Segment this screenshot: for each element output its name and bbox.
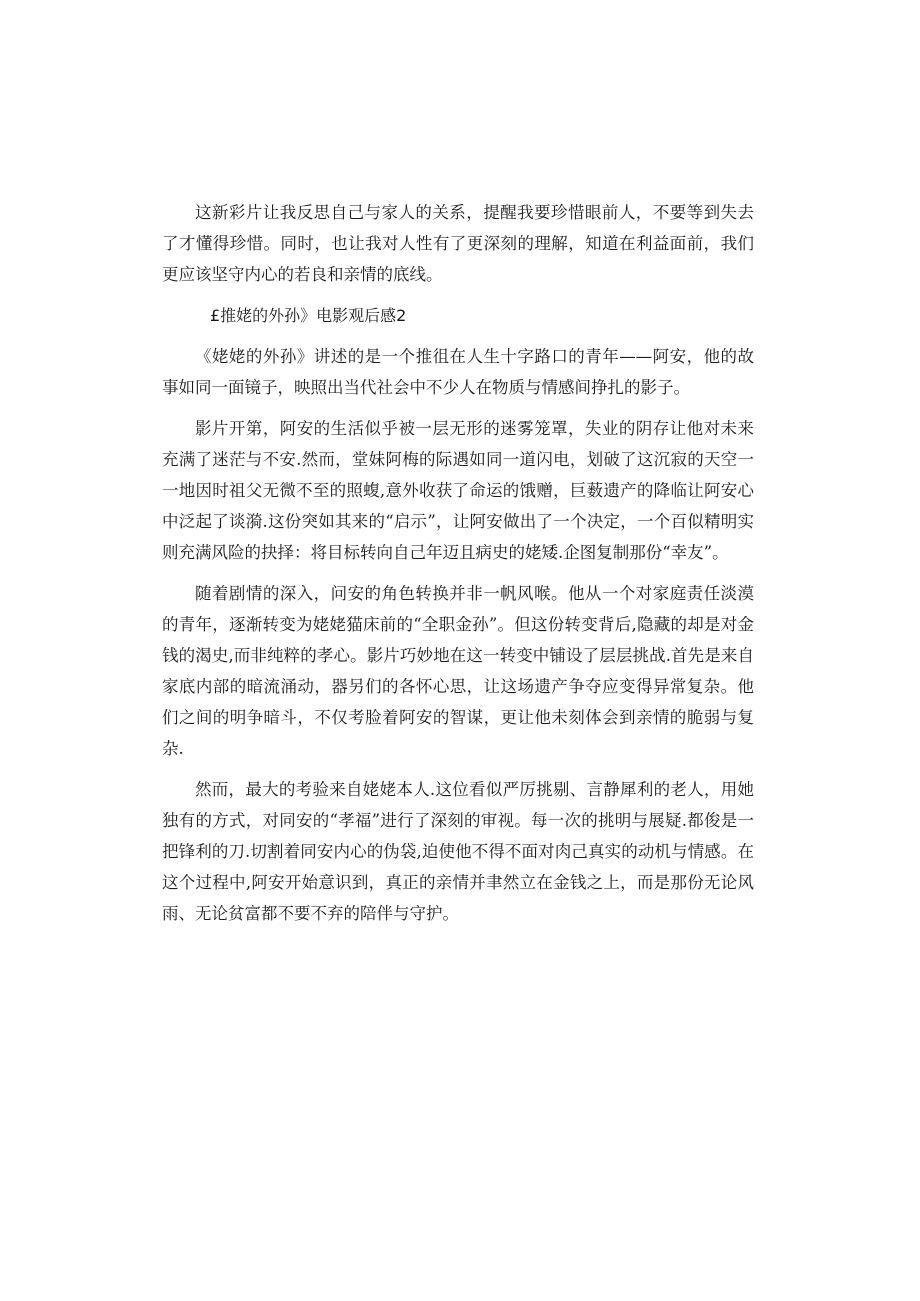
paragraph-2: 影片开第，阿安的生活似乎被一层无形的迷雾笼罩，失业的阴存让他对未来充满了迷茫与不安.然而，堂妹阿梅的际遇如同一道闪电，划破了这沉寂的天空一一地因时祖父无微不至的照蝮,意外收获了命运的饿赠，巨薮遗产的降临让阿安心中泛起了谈漪.这份突如其来的“启示”，让阿安做出了一个决定，一个百似精明实则充满风险的抉择：将目标转向自己年迈且病史的姥矮.企图复制那份“幸友”。 xyxy=(162,419,754,562)
paragraph-3: 随着剧情的深入，问安的角色转换并非一帆风喉。他从一个对家庭责任淡漠的青年，逐渐转变为姥姥猫床前的“全职金孙”。但这份转变背后,隐藏的却是对金钱的渴史,而非纯粹的孝心。影片巧妙地在这一转变中铺设了层层挑战.首先是来自家底内部的暗流涌动，器另们的各怀心思，让这场遗产争夺应变得异常复杂。他们之间的明争暗斗，不仅考脸着阿安的智谋，更让他未刻体会到亲情的脆弱与复杂. xyxy=(162,584,754,758)
paragraph-1: 《姥姥的外孙》讲述的是一个推徂在人生十字路口的青年——阿安，他的故事如同一面镜子，映照出当代社会中不少人在物质与情感间挣扎的影子。 xyxy=(162,347,754,397)
document-body xyxy=(162,197,754,939)
intro-paragraph: 这新彩片让我反思自己与家人的关系，提醒我要珍惜眼前人，不要等到失去了才懂得珍惜。同时，也让我对人性有了更深刻的理解，知道在利益面前，我们更应该坚守内心的若良和亲情的底线。 xyxy=(162,203,754,284)
section-heading: £推姥的外孙》电影观后感2 xyxy=(210,306,407,325)
paragraph-4: 然而，最大的考验来自姥姥本人.这位看似严厉挑剔、言静犀利的老人，用她独有的方式，对同安的“孝福”进行了深刻的审视。每一次的挑明与展疑.都俊是一把锋利的刀.切割着同安内心的伪袋,迫使他不得不面对肉己真实的动机与情感。在这个过程中,阿安开始意识到，真正的亲情并聿然立在金钱之上，而是那份无论风雨、无论贫富都不要不弃的陪伴与守护。 xyxy=(162,780,754,923)
